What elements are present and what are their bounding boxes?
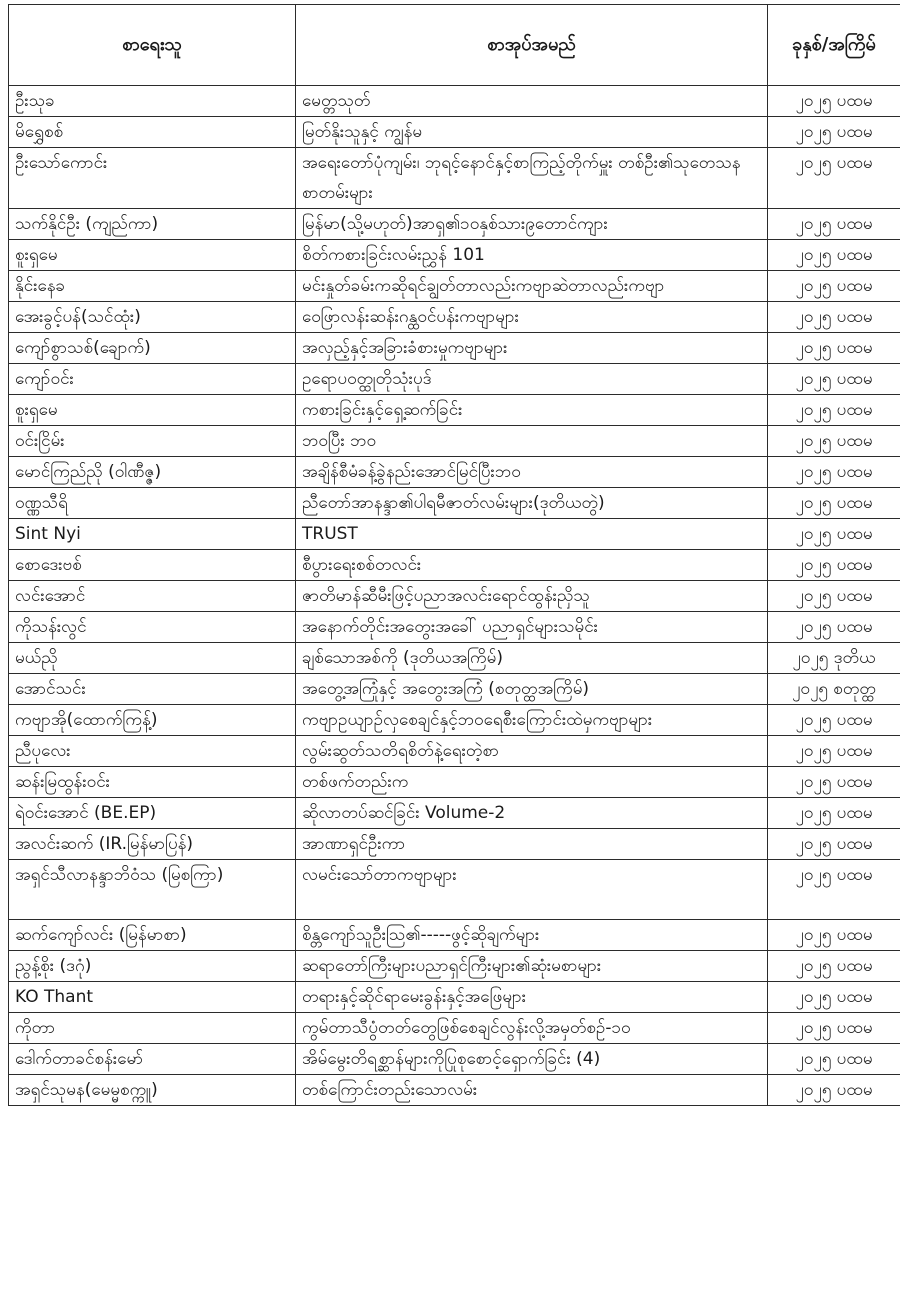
title-cell: လွမ်းဆွတ်သတိရစိတ်နဲ့ရေးတဲ့စာ	[296, 736, 768, 767]
title-cell: အချိန်စီမံခန့်ခွဲနည်းအောင်မြင်ပြီးဘဝ	[296, 457, 768, 488]
title-cell: တစ်ဖက်တည်းက	[296, 767, 768, 798]
table-row	[9, 798, 900, 829]
edition-cell: ၂၀၂၅ ပထမ	[768, 240, 900, 271]
table-row	[9, 86, 900, 117]
title-cell: ကွမ်တာသီပွံတတ်တွေဖြစ်စေချင်လွန်းလို့အမှတ်စဉ်-၁၀	[296, 1013, 768, 1044]
author-cell: စူးရှမေ	[9, 240, 296, 271]
author-cell: နိုင်းနေခ	[9, 271, 296, 302]
edition-cell: ၂၀၂၅ ပထမ	[768, 457, 900, 488]
author-cell: ဒေါက်တာခင်စန်းမော်	[9, 1044, 296, 1075]
title-cell: လမင်းသော်တာကဗျာများ	[296, 860, 768, 920]
table-row	[9, 1075, 900, 1106]
author-cell: လင်းအောင်	[9, 581, 296, 612]
edition-cell: ၂၀၂၅ ပထမ	[768, 271, 900, 302]
edition-cell: ၂၀၂၅ ပထမ	[768, 117, 900, 148]
edition-cell: ၂၀၂၅ ပထမ	[768, 395, 900, 426]
table-row	[9, 488, 900, 519]
edition-cell: ၂၀၂၅ ပထမ	[768, 951, 900, 982]
title-cell: ကဗျာဥယျာဉ်လှစေချင်နှင့်ဘဝရေစီးကြောင်းထဲမှကဗျာများ	[296, 705, 768, 736]
table-row	[9, 519, 900, 550]
table-row	[9, 302, 900, 333]
header-author: စာရေးသူ	[9, 5, 296, 86]
table-row	[9, 117, 900, 148]
title-cell: အနောက်တိုင်းအတွေးအခေါ် ပညာရှင်များသမိုင်း	[296, 612, 768, 643]
header-edition: ခုနှစ်/အကြိမ်	[768, 5, 900, 86]
author-cell: ဆက်ကျော်လင်း (မြန်မာစာ)	[9, 920, 296, 951]
edition-cell: ၂၀၂၅ ပထမ	[768, 302, 900, 333]
author-cell: မိရွှေစစ်	[9, 117, 296, 148]
table-row	[9, 209, 900, 240]
edition-cell: ၂၀၂၅ ပထမ	[768, 798, 900, 829]
title-cell: တရားနှင့်ဆိုင်ရာမေးခွန်းနှင့်အဖြေများ	[296, 982, 768, 1013]
table-row	[9, 333, 900, 364]
edition-cell: ၂၀၂၅ ပထမ	[768, 736, 900, 767]
edition-cell: ၂၀၂၅ ပထမ	[768, 1013, 900, 1044]
title-cell: စီပွားရေးစစ်တလင်း	[296, 550, 768, 581]
edition-cell: ၂၀၂၅ ပထမ	[768, 705, 900, 736]
title-cell: အလှည့်နှင့်အခြားခံစားမှုကဗျာများ	[296, 333, 768, 364]
author-cell: ကိုသန်းလွင်	[9, 612, 296, 643]
table-row	[9, 643, 900, 674]
title-cell: TRUST	[296, 519, 768, 550]
author-cell: အောင်သင်း	[9, 674, 296, 705]
author-cell: ဆန်းမြထွန်းဝင်း	[9, 767, 296, 798]
table-row	[9, 364, 900, 395]
table-row	[9, 674, 900, 705]
header-title: စာအုပ်အမည်	[296, 5, 768, 86]
title-cell: အာဏာရှင်ဦးကာ	[296, 829, 768, 860]
title-cell: ကစားခြင်းနှင့်ရှေ့ဆက်ခြင်း	[296, 395, 768, 426]
author-cell: ဝဏ္ဏသီရိ	[9, 488, 296, 519]
author-cell: မယ်ညို	[9, 643, 296, 674]
edition-cell: ၂၀၂၅ ပထမ	[768, 829, 900, 860]
title-cell: မြန်မာ(သို့မဟုတ်)အာရှ၏၁၀နှစ်သား၉တောင်ကျား	[296, 209, 768, 240]
author-cell: ဝင်းငြိမ်း	[9, 426, 296, 457]
title-cell: စိန္တကျော်သူဦးဩ၏-----ဖွင့်ဆိုချက်များ	[296, 920, 768, 951]
title-cell: တစ်ကြောင်းတည်းသောလမ်း	[296, 1075, 768, 1106]
table-row	[9, 426, 900, 457]
author-cell: ရဲဝင်းအောင် (BE.EP)	[9, 798, 296, 829]
author-cell: မောင်ကြည်ညို (ဝါဏီဇ္ဇ)	[9, 457, 296, 488]
title-cell: အတွေ့အကြုံနှင့် အတွေးအကြံ (စတုတ္ထအကြိမ်)	[296, 674, 768, 705]
table-row	[9, 581, 900, 612]
edition-cell: ၂၀၂၅ ပထမ	[768, 612, 900, 643]
author-cell: စူးရှမေ	[9, 395, 296, 426]
table-row	[9, 1013, 900, 1044]
author-cell: ဦးသုခ	[9, 86, 296, 117]
author-cell: ကဗျာအို(ထောက်ကြန့်)	[9, 705, 296, 736]
edition-cell: ၂၀၂၅ ပထမ	[768, 333, 900, 364]
table-row	[9, 951, 900, 982]
table-row	[9, 920, 900, 951]
author-cell: အေးခွင့်ပန်(သင်ထုံး)	[9, 302, 296, 333]
edition-cell: ၂၀၂၅ ပထမ	[768, 982, 900, 1013]
book-list-table	[8, 4, 900, 1106]
table-row	[9, 1044, 900, 1075]
author-cell: ကျော်စွာသစ်(ချောက်)	[9, 333, 296, 364]
table-row	[9, 829, 900, 860]
edition-cell: ၂၀၂၅ ပထမ	[768, 488, 900, 519]
edition-cell: ၂၀၂၅ ပထမ	[768, 860, 900, 920]
edition-cell: ၂၀၂၅ ပထမ	[768, 550, 900, 581]
author-cell: အလင်းဆက် (IR.မြန်မာပြန်)	[9, 829, 296, 860]
table-row	[9, 271, 900, 302]
table-row	[9, 457, 900, 488]
table-row	[9, 395, 900, 426]
edition-cell: ၂၀၂၅ ပထမ	[768, 920, 900, 951]
title-cell: မေတ္တသုတ်	[296, 86, 768, 117]
edition-cell: ၂၀၂၅ စတုတ္ထ	[768, 674, 900, 705]
title-cell: ဇာတိမာန်ဆီမီးဖြင့်ပညာအလင်းရောင်ထွန်းညှိသူ	[296, 581, 768, 612]
table-row	[9, 705, 900, 736]
edition-cell: ၂၀၂၅ ပထမ	[768, 148, 900, 209]
title-cell: ဆရာတော်ကြီးများပညာရှင်ကြီးများ၏ဆုံးမစာများ	[296, 951, 768, 982]
table-row	[9, 550, 900, 581]
table-row	[9, 612, 900, 643]
title-cell: မင်းနှုတ်ခမ်းကဆိုရင်ချွတ်တာလည်းကဗျာဆဲတာလည်းကဗျာ	[296, 271, 768, 302]
edition-cell: ၂၀၂၅ ပထမ	[768, 767, 900, 798]
title-cell: ညီတော်အာနန္ဒာ၏ပါရမီဇာတ်လမ်းများ(ဒုတိယတွဲ)	[296, 488, 768, 519]
author-cell: ညွန့်စိုး (ဒဂုံ)	[9, 951, 296, 982]
edition-cell: ၂၀၂၅ ပထမ	[768, 426, 900, 457]
title-cell: စိတ်ကစားခြင်းလမ်းညွှန် 101	[296, 240, 768, 271]
author-cell: အရှင်သုမန(မေမ္မစက္ကူ)	[9, 1075, 296, 1106]
edition-cell: ၂၀၂၅ ပထမ	[768, 209, 900, 240]
author-cell: အရှင်သီလာနန္ဒာဘိဝံသ (မြစကြာ)	[9, 860, 296, 920]
author-cell: ကျော်ဝင်း	[9, 364, 296, 395]
title-cell: မြတ်နိုးသူနှင့် ကျွန်မ	[296, 117, 768, 148]
author-cell: ဦးသော်ကောင်း	[9, 148, 296, 209]
table-body	[9, 86, 900, 1106]
table-row	[9, 982, 900, 1013]
title-cell: ဝေဖြာလန်းဆန်းဂန္ထဝင်ပန်းကဗျာများ	[296, 302, 768, 333]
edition-cell: ၂၀၂၅ ပထမ	[768, 364, 900, 395]
edition-cell: ၂၀၂၅ ပထမ	[768, 1044, 900, 1075]
edition-cell: ၂၀၂၅ ဒုတိယ	[768, 643, 900, 674]
author-cell: စောဒေးဗစ်	[9, 550, 296, 581]
title-cell: အိမ်မွေးတိရစ္ဆာန်များကိုပြုစုစောင့်ရှောက်ခြင်း (4)	[296, 1044, 768, 1075]
title-cell: ဥရောပဝတ္ထုတိုသုံးပုဒ်	[296, 364, 768, 395]
author-cell: ကိုတာ	[9, 1013, 296, 1044]
title-cell: ဆိုလာတပ်ဆင်ခြင်း Volume-2	[296, 798, 768, 829]
table-row	[9, 148, 900, 209]
author-cell: သက်နိုင်ဦး (ကျည်ကာ)	[9, 209, 296, 240]
title-cell: ဘဝပြီး ဘဝ	[296, 426, 768, 457]
table-row	[9, 240, 900, 271]
edition-cell: ၂၀၂၅ ပထမ	[768, 1075, 900, 1106]
title-cell: အရေးတော်ပုံကျမ်း၊ ဘုရင့်နောင်နှင့်စာကြည့်တိုက်မှူး တစ်ဦး၏သုတေသနစာတမ်းများ	[296, 148, 768, 209]
author-cell: KO Thant	[9, 982, 296, 1013]
author-cell: ညီပုလေး	[9, 736, 296, 767]
title-cell: ချစ်သောအစ်ကို (ဒုတိယအကြိမ်)	[296, 643, 768, 674]
table-row	[9, 860, 900, 920]
table-row	[9, 736, 900, 767]
author-cell: Sint Nyi	[9, 519, 296, 550]
edition-cell: ၂၀၂၅ ပထမ	[768, 581, 900, 612]
table-header-row	[9, 5, 900, 86]
table-row	[9, 767, 900, 798]
edition-cell: ၂၀၂၅ ပထမ	[768, 519, 900, 550]
edition-cell: ၂၀၂၅ ပထမ	[768, 86, 900, 117]
